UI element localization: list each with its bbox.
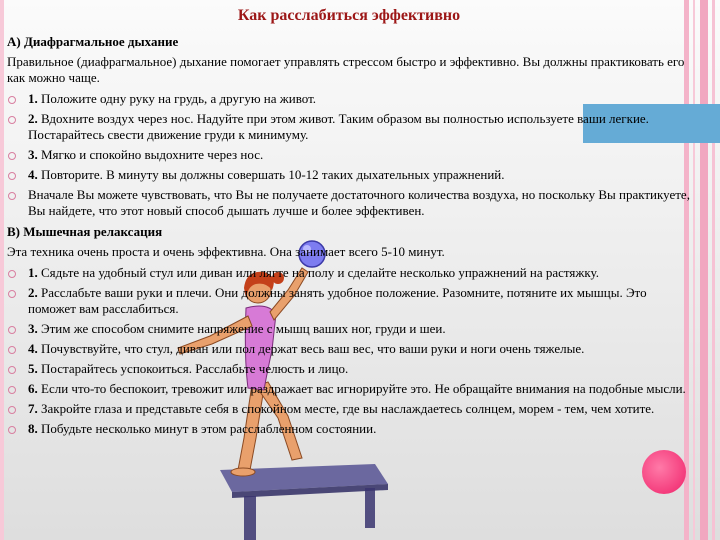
list-item — [7, 91, 691, 107]
step-text: Побудьте несколько минут в этом расслабленном состоянии. — [41, 421, 377, 436]
list-item — [7, 167, 691, 183]
list-item — [7, 111, 691, 143]
list-item — [7, 285, 691, 317]
step-text: Постарайтесь успокоиться. Расслабьте челюсть и лицо. — [41, 361, 349, 376]
right-stripe — [693, 0, 695, 540]
section-a-steps — [7, 91, 691, 219]
step-text: Этим же способом снимите напряжение с мышц ваших ног, груди и шеи. — [41, 321, 446, 336]
list-item — [7, 361, 691, 377]
bullet-icon — [8, 96, 16, 104]
step-number: 1. — [28, 91, 38, 106]
bullet-icon — [8, 270, 16, 278]
section-b-heading: В) Мышечная релаксация — [7, 224, 163, 239]
step-number: 2. — [28, 285, 38, 300]
step-number: 4. — [28, 167, 38, 182]
step-number: 1. — [28, 265, 38, 280]
step-number: 5. — [28, 361, 38, 376]
step-number: 2. — [28, 111, 38, 126]
step-text: Вначале Вы можете чувствовать, что Вы не получаете достаточного количества воздуха, но поскольку Вы практикуете, Вы найдете, что этот новый способ дышать лучше и более эффективен. — [28, 187, 690, 218]
section-a-intro: Правильное (диафрагмальное) дыхание помогает управлять стрессом быстро и эффективно. Вы должны практиковать его как можно чаще. — [7, 54, 685, 85]
right-stripe — [712, 0, 715, 540]
list-item — [7, 341, 691, 357]
step-number: 8. — [28, 421, 38, 436]
bullet-icon — [8, 116, 16, 124]
list-item — [7, 265, 691, 281]
bullet-icon — [8, 192, 16, 200]
bullet-icon — [8, 326, 16, 334]
bullet-icon — [8, 152, 16, 160]
right-stripe — [700, 0, 708, 540]
step-text: Расслабьте ваши руки и плечи. Они должны занять удобное положение. Разомните, потяните их мышцы. Это поможет вам расслабиться. — [28, 285, 647, 316]
bullet-icon — [8, 172, 16, 180]
step-text: Вдохните воздух через нос. Надуйте при этом живот. Таким образом вы полностью используете ваши легкие. Постарайтесь свести движение груди к минимуму. — [28, 111, 649, 142]
bullet-icon — [8, 426, 16, 434]
step-number: 3. — [28, 321, 38, 336]
decorative-pink-circle — [642, 450, 686, 494]
left-stripe — [0, 0, 4, 540]
step-number: 7. — [28, 401, 38, 416]
list-item — [7, 401, 691, 417]
slide-content — [7, 6, 691, 442]
section-a-heading: А) Диафрагмальное дыхание — [7, 34, 179, 49]
list-item — [7, 421, 691, 437]
bullet-icon — [8, 366, 16, 374]
step-text: Почувствуйте, что стул, диван или пол держат весь ваш вес, что ваши руки и ноги очень тяжелые. — [41, 341, 585, 356]
list-item — [7, 147, 691, 163]
step-text: Сядьте на удобный стул или диван или лягте на полу и сделайте несколько упражнений на растяжку. — [41, 265, 599, 280]
step-text: Положите одну руку на грудь, а другую на живот. — [41, 91, 317, 106]
bullet-icon — [8, 346, 16, 354]
slide-title: Как расслабиться эффективно — [237, 7, 461, 24]
step-text: Если что-то беспокоит, тревожит или раздражает вас игнорируйте это. Не обращайте внимания на подобные мысли. — [41, 381, 686, 396]
step-number: 4. — [28, 341, 38, 356]
section-b-intro: Эта техника очень проста и очень эффективна. Она занимает всего 5-10 минут. — [7, 244, 445, 259]
step-text: Мягко и спокойно выдохните через нос. — [41, 147, 264, 162]
list-item — [7, 381, 691, 397]
section-b-steps — [7, 265, 691, 437]
bullet-icon — [8, 406, 16, 414]
list-item — [7, 321, 691, 337]
bullet-icon — [8, 290, 16, 298]
step-number: 6. — [28, 381, 38, 396]
list-item — [7, 187, 691, 219]
bullet-icon — [8, 386, 16, 394]
step-text: Повторите. В минуту вы должны совершать 10-12 таких дыхательных упражнений. — [41, 167, 505, 182]
step-number: 3. — [28, 147, 38, 162]
step-text: Закройте глаза и представьте себя в спокойном месте, где вы наслаждаетесь солнцем, морем - тем, чем хотите. — [41, 401, 655, 416]
